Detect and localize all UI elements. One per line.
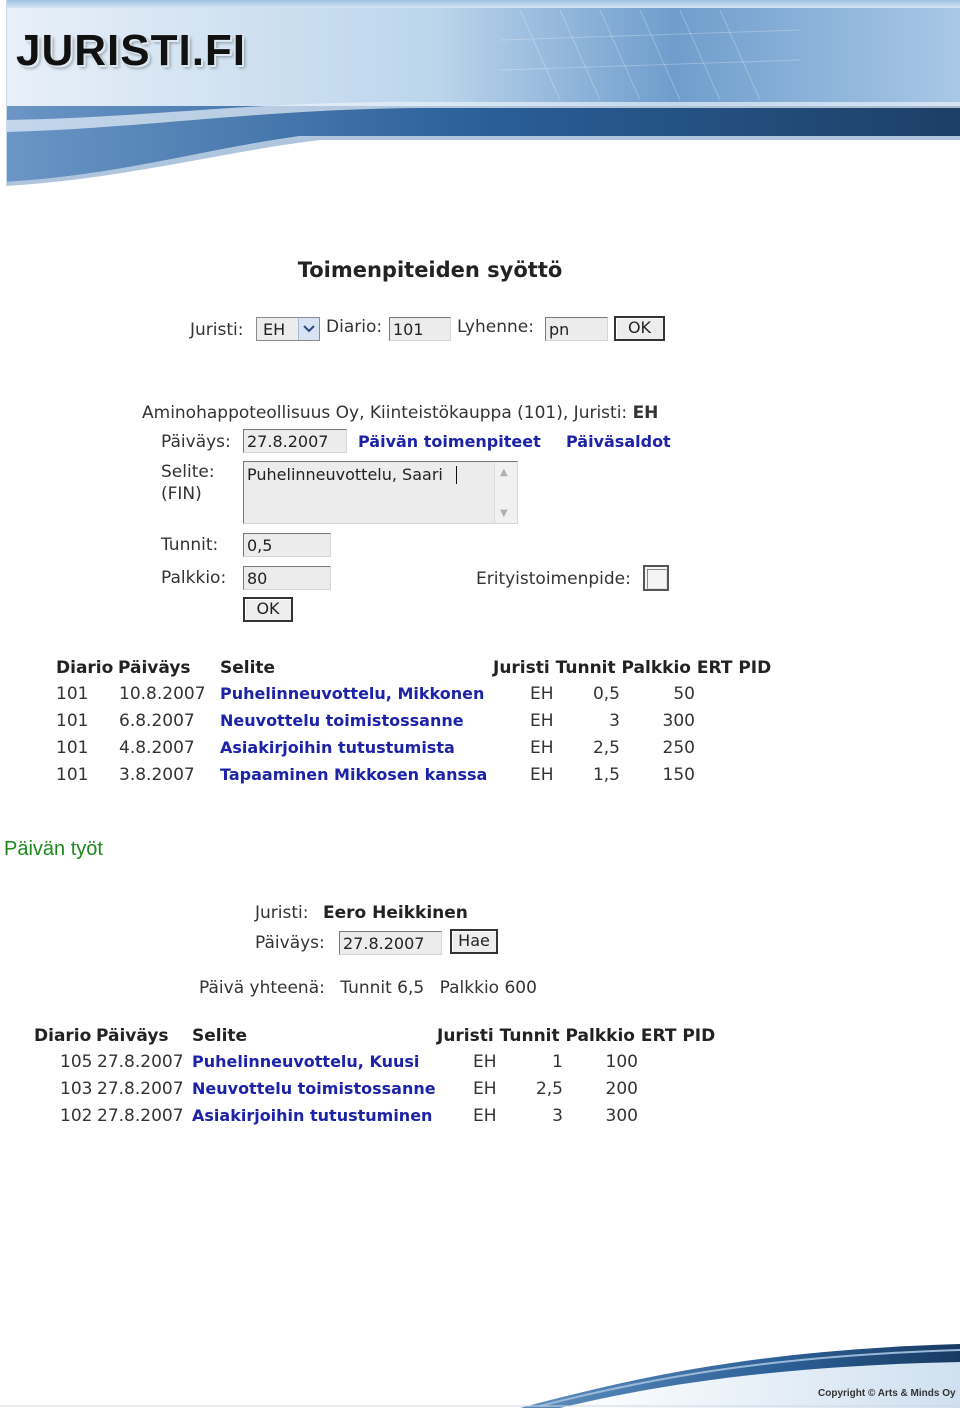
col-header-paivays: Päiväys [96, 1026, 169, 1046]
cell-tunnit: 3 [609, 711, 620, 731]
juristi-select[interactable] [256, 317, 320, 341]
col-header-paivays: Päiväys [118, 658, 191, 678]
day-summary-palkkio: Palkkio 600 [439, 978, 537, 998]
entry-ok-button[interactable]: OK [614, 316, 665, 341]
juristi-select-value: EH [263, 320, 286, 339]
cell-tunnit: 2,5 [535, 1079, 563, 1099]
case-info-text: Aminohappoteollisuus Oy, Kiinteistökauppa (101), Juristi: [142, 403, 628, 423]
cell-diario: 102 [60, 1106, 93, 1126]
cell-paivays: 3.8.2007 [119, 765, 195, 785]
diario-label: Diario: [326, 317, 383, 337]
cell-diario: 101 [56, 738, 89, 758]
cell-selite-link[interactable]: Neuvottelu toimistossanne [220, 711, 464, 730]
cell-paivays: 6.8.2007 [119, 711, 195, 731]
col-header-juristi-tunnit-palkkio-ert-pid: Juristi Tunnit Palkkio ERT PID [437, 1026, 716, 1046]
text-cursor [456, 466, 457, 484]
cell-juristi: EH [473, 1079, 497, 1099]
site-logo: JURISTI.FI [16, 26, 247, 75]
day-summary [199, 978, 537, 998]
cell-palkkio: 300 [662, 711, 695, 731]
day-juristi-name: Eero Heikkinen [323, 903, 468, 923]
paivays-input[interactable] [243, 429, 347, 453]
history-table [0, 656, 960, 796]
case-info [142, 403, 658, 423]
table-row [0, 738, 960, 762]
table-row [0, 684, 960, 708]
selite-label: Selite: [161, 462, 215, 482]
col-header-selite: Selite [220, 658, 276, 678]
cell-paivays: 4.8.2007 [119, 738, 195, 758]
cell-juristi: EH [473, 1106, 497, 1126]
cell-tunnit: 1,5 [592, 765, 620, 785]
section-title-paivan-tyot: Päivän työt [4, 838, 103, 860]
col-header-juristi-tunnit-palkkio-ert-pid: Juristi Tunnit Palkkio ERT PID [493, 658, 772, 678]
day-paivays-label: Päiväys: [255, 933, 325, 953]
selite-textarea[interactable] [243, 461, 518, 524]
lyhenne-input[interactable] [545, 317, 608, 341]
cell-diario: 103 [60, 1079, 93, 1099]
cell-palkkio: 150 [662, 765, 695, 785]
day-paivays-input[interactable] [339, 931, 442, 955]
cell-diario: 105 [60, 1052, 93, 1072]
cell-juristi: EH [530, 738, 554, 758]
cell-selite-link[interactable]: Puhelinneuvottelu, Mikkonen [220, 684, 485, 703]
table-row [0, 1079, 960, 1103]
cell-juristi: EH [530, 711, 554, 731]
day-summary-tunnit: Tunnit 6,5 [340, 978, 425, 998]
paivays-label: Päiväys: [161, 432, 231, 452]
cell-diario: 101 [56, 711, 89, 731]
day-table [0, 1024, 960, 1136]
cell-palkkio: 200 [605, 1079, 638, 1099]
day-summary-label: Päivä yhteenä: [199, 978, 325, 998]
textarea-scrollbar[interactable] [494, 462, 517, 523]
col-header-diario: Diario [34, 1026, 92, 1046]
table-row [0, 765, 960, 789]
day-juristi-label: Juristi: [255, 903, 309, 923]
col-header-diario: Diario [56, 658, 114, 678]
palkkio-label: Palkkio: [161, 568, 227, 588]
table-row [0, 1106, 960, 1130]
cell-palkkio: 250 [662, 738, 695, 758]
cell-tunnit: 1 [552, 1052, 563, 1072]
copyright-text: Copyright © Arts & Minds Oy [818, 1388, 956, 1399]
page-title: Toimenpiteiden syöttö [297, 258, 563, 282]
case-info-juristi: EH [632, 403, 659, 423]
scroll-down-icon[interactable]: ▼ [500, 508, 508, 519]
hae-button[interactable]: Hae [450, 929, 498, 954]
erityistoimenpide-checkbox[interactable] [643, 565, 669, 591]
footer-graphic [0, 1336, 960, 1408]
cell-selite-link[interactable]: Asiakirjoihin tutustumista [220, 738, 455, 757]
footer-wave [0, 1336, 960, 1408]
cell-tunnit: 3 [552, 1106, 563, 1126]
cell-palkkio: 100 [605, 1052, 638, 1072]
cell-selite-link[interactable]: Asiakirjoihin tutustuminen [192, 1106, 433, 1125]
table-row [0, 1052, 960, 1076]
tunnit-label: Tunnit: [161, 535, 219, 555]
selite-text: Puhelinneuvottelu, Saari [247, 465, 443, 484]
cell-juristi: EH [530, 765, 554, 785]
cell-palkkio: 50 [673, 684, 695, 704]
link-paivan-toimenpiteet[interactable]: Päivän toimenpiteet [358, 432, 541, 451]
col-header-selite: Selite [192, 1026, 248, 1046]
cell-tunnit: 2,5 [592, 738, 620, 758]
cell-paivays: 27.8.2007 [97, 1079, 184, 1099]
erityistoimenpide-label: Erityistoimenpide: [476, 569, 631, 589]
table-row [0, 711, 960, 735]
case-ok-button[interactable]: OK [243, 597, 293, 622]
cell-paivays: 27.8.2007 [97, 1052, 184, 1072]
cell-selite-link[interactable]: Puhelinneuvottelu, Kuusi [192, 1052, 420, 1071]
chevron-down-icon [298, 318, 319, 340]
cell-paivays: 10.8.2007 [119, 684, 206, 704]
tunnit-input[interactable] [243, 533, 331, 557]
cell-selite-link[interactable]: Tapaaminen Mikkosen kanssa [220, 765, 488, 784]
cell-tunnit: 0,5 [592, 684, 620, 704]
scroll-up-icon[interactable]: ▲ [500, 467, 508, 478]
cell-juristi: EH [473, 1052, 497, 1072]
diario-input[interactable] [389, 317, 451, 341]
link-paivasaldot[interactable]: Päiväsaldot [566, 432, 671, 451]
cell-selite-link[interactable]: Neuvottelu toimistossanne [192, 1079, 436, 1098]
selite-lang-label: (FIN) [161, 484, 202, 504]
cell-diario: 101 [56, 684, 89, 704]
lyhenne-label: Lyhenne: [457, 317, 534, 337]
cell-diario: 101 [56, 765, 89, 785]
cell-palkkio: 300 [605, 1106, 638, 1126]
palkkio-input[interactable] [243, 566, 331, 590]
cell-paivays: 27.8.2007 [97, 1106, 184, 1126]
juristi-label: Juristi: [190, 320, 244, 340]
cell-juristi: EH [530, 684, 554, 704]
